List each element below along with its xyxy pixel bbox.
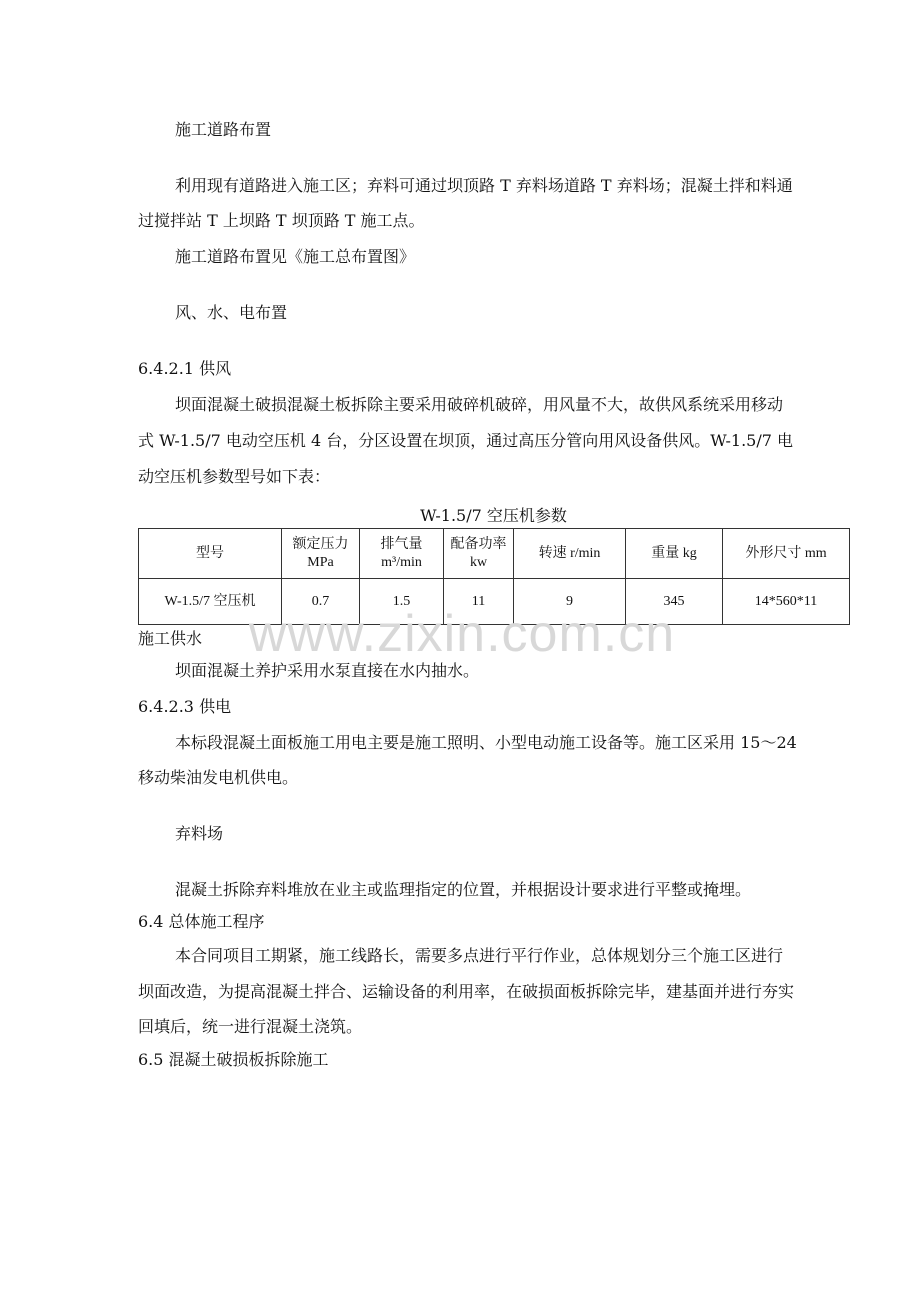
header-power: 配备功率 kw [444, 529, 514, 579]
header-speed: 转速 r/min [514, 529, 626, 579]
paragraph-procedure-line-2: 坝面改造，为提高混凝土拌合、运输设备的利用率，在破损面板拆除完毕，建基面并进行夯实 [138, 982, 795, 1001]
header-displacement: 排气量 m³/min [360, 529, 444, 579]
header-pressure: 额定压力 MPa [282, 529, 360, 579]
paragraph-power-line-1: 本标段混凝土面板施工用电主要是施工照明、小型电动施工设备等。施工区采用 15～24 [175, 733, 797, 752]
table-caption: W-1.5/7 空压机参数 [420, 506, 567, 525]
cell-pressure: 0.7 [282, 579, 360, 625]
paragraph-procedure-line-3: 回填后，统一进行混凝土浇筑。 [138, 1017, 363, 1036]
heading-demolition: 6.5 混凝土破损板拆除施工 [138, 1050, 329, 1069]
cell-model: W-1.5/7 空压机 [139, 579, 282, 625]
cell-power: 11 [444, 579, 514, 625]
compressor-params-table [138, 528, 850, 625]
heading-utilities: 风、水、电布置 [175, 303, 288, 322]
paragraph-water: 坝面混凝土养护采用水泵直接在水内抽水。 [175, 661, 480, 680]
heading-overall-procedure: 6.4 总体施工程序 [138, 912, 265, 931]
header-dimensions: 外形尺寸 mm [723, 529, 850, 579]
cell-dimensions: 14*560*11 [723, 579, 850, 625]
table-header-row [139, 529, 850, 579]
cell-displacement: 1.5 [360, 579, 444, 625]
cell-speed: 9 [514, 579, 626, 625]
heading-road-layout: 施工道路布置 [175, 120, 272, 139]
cell-weight: 345 [626, 579, 723, 625]
heading-spoil-area: 弃料场 [175, 824, 224, 843]
paragraph-spoil: 混凝土拆除弃料堆放在业主或监理指定的位置，并根据设计要求进行平整或掩埋。 [175, 880, 752, 899]
paragraph-road-reference: 施工道路布置见《施工总布置图》 [175, 247, 416, 266]
header-model: 型号 [139, 529, 282, 579]
paragraph-air-line-1: 坝面混凝土破损混凝土板拆除主要采用破碎机破碎，用风量不大，故供风系统采用移动 [175, 395, 784, 414]
paragraph-procedure-line-1: 本合同项目工期紧，施工线路长，需要多点进行平行作业，总体规划分三个施工区进行 [175, 946, 784, 965]
table-row [139, 579, 850, 625]
heading-air-supply: 6.4.2.1 供风 [138, 359, 232, 378]
paragraph-air-line-2: 式 W-1.5/7 电动空压机 4 台，分区设置在坝顶，通过高压分管向用风设备供风。W-1.5/7 电 [138, 431, 794, 450]
watermark: www.zixin.com.cn [248, 605, 676, 663]
heading-water-supply: 施工供水 [138, 629, 203, 648]
header-weight: 重量 kg [626, 529, 723, 579]
paragraph-road-line-1: 利用现有道路进入施工区；弃料可通过坝顶路 T 弃料场道路 T 弃料场；混凝土拌和料通 [175, 176, 793, 195]
paragraph-power-line-2: 移动柴油发电机供电。 [138, 768, 299, 787]
heading-power-supply: 6.4.2.3 供电 [138, 697, 232, 716]
paragraph-air-line-3: 动空压机参数型号如下表： [138, 467, 331, 486]
paragraph-road-line-2: 过搅拌站 T 上坝路 T 坝顶路 T 施工点。 [138, 211, 425, 230]
